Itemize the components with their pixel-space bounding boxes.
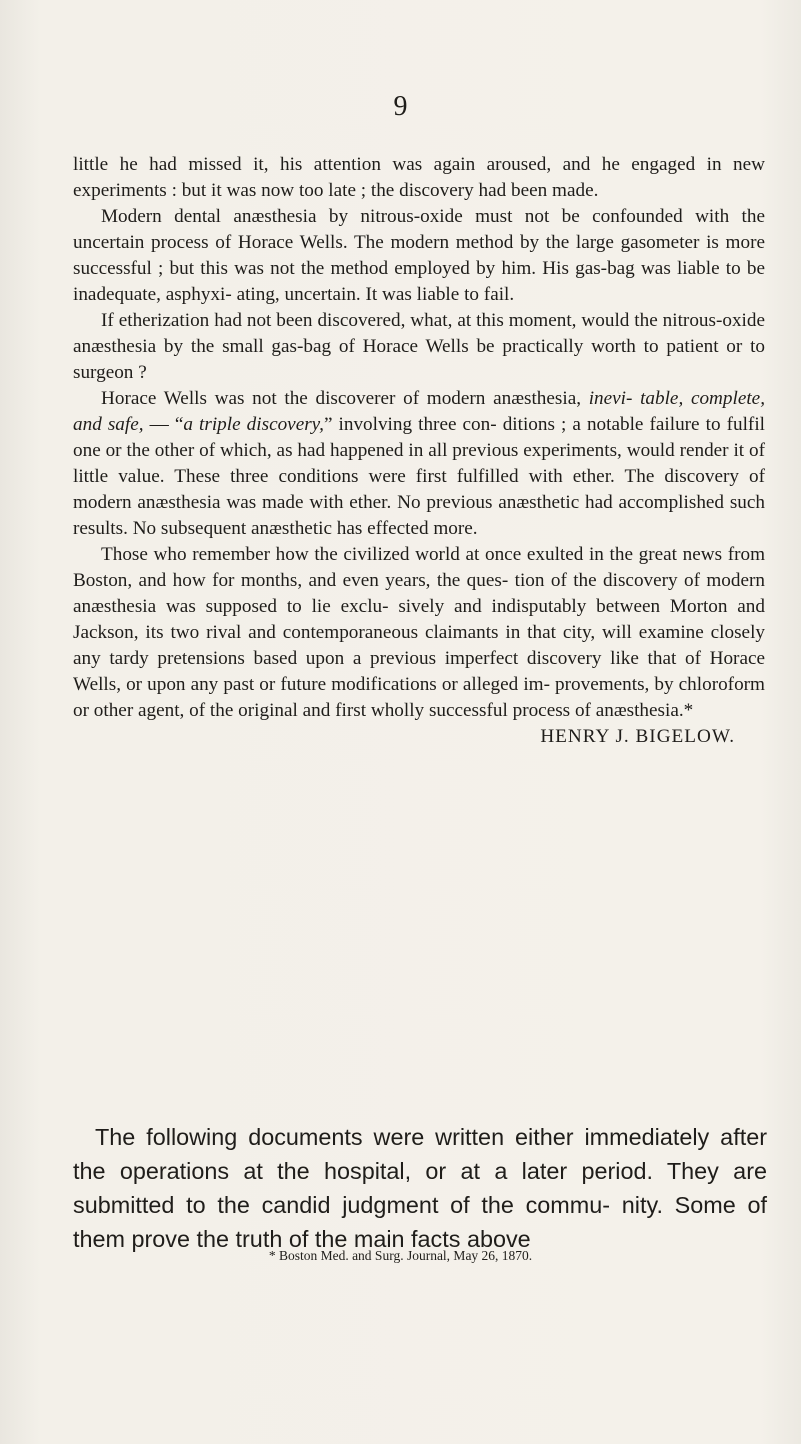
paragraph-3: If etherization had not been discovered, what, at this moment, would the nitrous-oxide anæsthesia by the small gas-bag of Horace Wells be practically worth to patient or to surgeon ? — [73, 310, 765, 383]
paragraph-4-after: ” involving three con- ditions ; a notable failure to fulfil one or the other of which, as had happened in all previous experiments, would render it of little value. These three conditions were first fulfilled with ether. The discovery of modern anæsthesia was made with ether. No previous anæsthetic had accomplished such results. No subsequent anæsthetic has effected more. — [73, 414, 765, 539]
signature: HENRY J. BIGELOW. — [540, 726, 735, 747]
footnote: * Boston Med. and Surg. Journal, May 26, 1870. — [268, 1248, 533, 1263]
paragraph-4-italic-2: a triple discovery, — [183, 414, 324, 435]
paragraph-4-italic-1: inevi- table, complete, and safe, — [73, 388, 765, 435]
large-paragraph: The following documents were written either immediately after the operations at the hospital, or at a later period. They are submitted to the candid judgment of the commu- nity. Some of them prove the truth of the main facts above — [73, 1124, 767, 1252]
paragraph-5: Those who remember how the civilized world at once exulted in the great news from Boston, and how for months, and even years, the ques- tion of the discovery of modern anæsthesia was supposed to lie exclu- sively and indisputably between Morton and Jackson, its two rival and contemporaneous claimants in that city, will examine closely any tardy pretensions based upon a previous imperfect discovery like that of Horace Wells, or upon any past or future modifications or alleged im- provements, by chloroform or other agent, of the original and first wholly successful process of anæsthesia.* — [73, 544, 765, 721]
main-text — [73, 152, 765, 750]
paragraph-4-before: Horace Wells was not the discoverer of modern anæsthesia, — [101, 388, 582, 409]
page-number: 9 — [393, 91, 408, 122]
paragraph-2: Modern dental anæsthesia by nitrous-oxide must not be confounded with the uncertain process of Horace Wells. The modern method by the large gasometer is more successful ; but this was not the method employed by him. His gas-bag was liable to be inadequate, asphyxi- ating, uncertain. It was liable to fail. — [73, 206, 765, 305]
paragraph-4 — [73, 386, 765, 542]
paragraph-1: little he had missed it, his attention was again aroused, and he engaged in new experiments : but it was now too late ; the discovery had been made. — [73, 154, 765, 201]
paragraph-4-middle: — “ — [149, 414, 184, 435]
